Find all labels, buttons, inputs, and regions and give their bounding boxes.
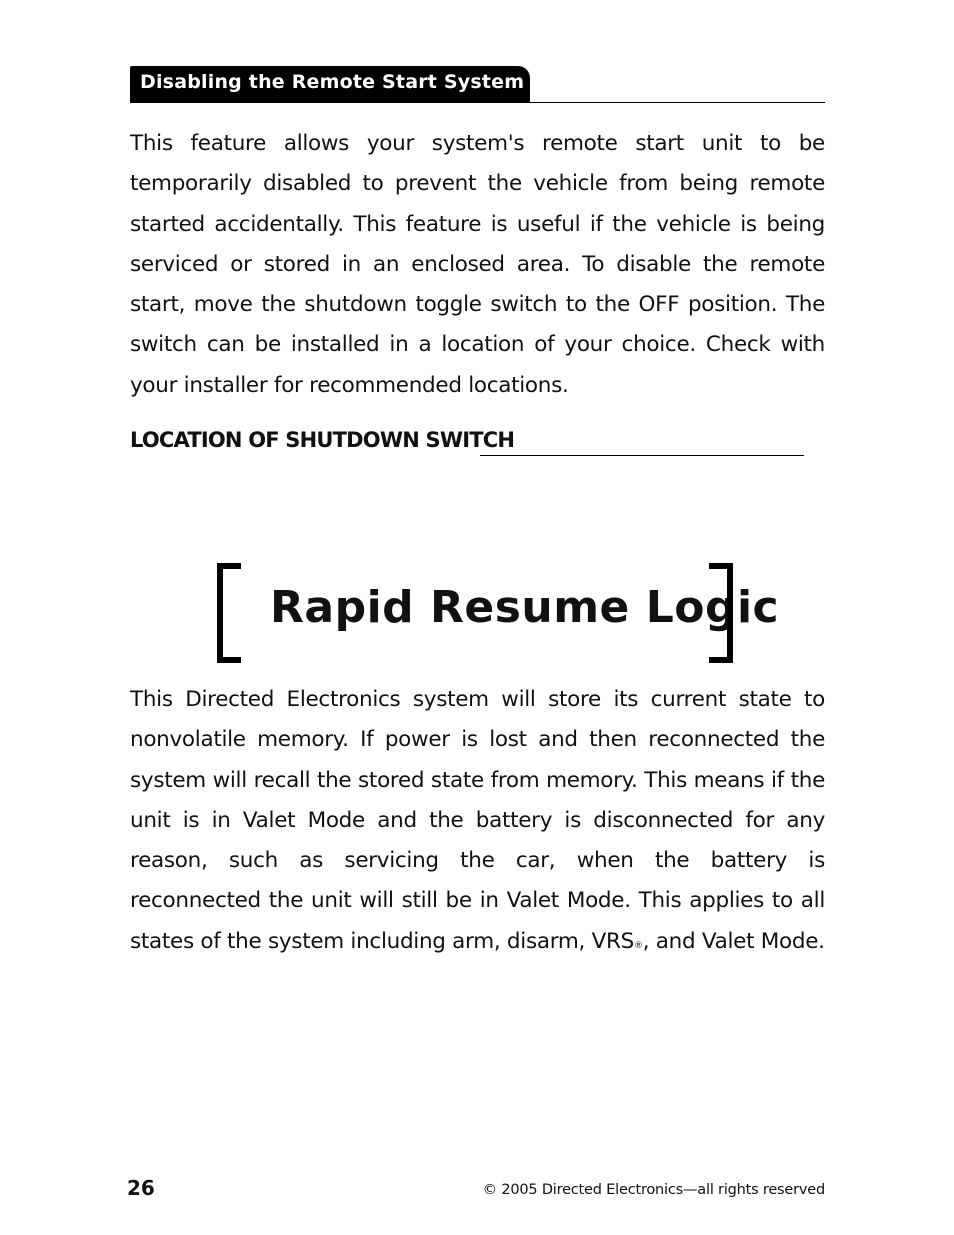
registered-mark: ® [634,940,643,951]
section-rule [130,102,825,104]
section-tab [130,66,530,102]
section-header [130,66,825,103]
location-blank-line [480,455,804,456]
paragraph-text-end: , and Valet Mode. [642,928,825,954]
page-heading: Rapid Resume Logic [270,582,780,633]
copyright-notice: © 2005 Directed Electronics—all rights reserved [482,1182,825,1198]
location-label: LOCATION OF SHUTDOWN SWITCH [130,428,515,452]
left-bracket [217,563,241,663]
section-title: Disabling the Remote Start System [140,71,525,93]
body-paragraph-shutdown: This feature allows your system's remote start unit to be temporarily disabled to prevent the vehicle from being remote started accidentally. This feature is useful if the vehicle is being serviced or stored in an enclosed area. To disable the remote start, move the shutdown toggle switch to the OFF position. The switch can be installed in a location of your choice. Check with your installer for recommended locations. [130,131,825,398]
page-number: 26 [127,1176,155,1200]
body-paragraph-rapid-resume [130,680,825,962]
location-field [130,428,810,464]
right-bracket [709,563,733,663]
paragraph-text: This Directed Electronics system will store its current state to nonvolatile memory. If power is lost and then reconnected the system will recall the stored state from memory. This means if the unit is in Valet Mode and the battery is disconnected for any reason, such as servicing the car, when the battery is reconnected the unit will still be in Valet Mode. This applies to all states of the system including arm, disarm, VRS [130,687,825,954]
